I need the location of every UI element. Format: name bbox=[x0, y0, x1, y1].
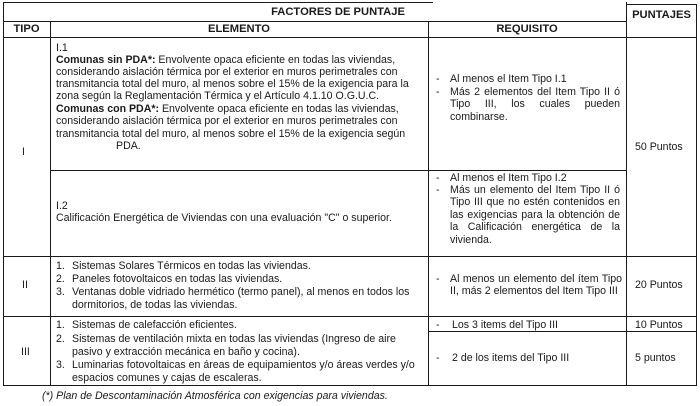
row-line-tipo3 bbox=[3, 316, 697, 317]
tipo-iii-item-3-line1: Luminarias fotovoltaicas en áreas de equipamientos y/o áreas verdes y/o bbox=[72, 359, 415, 371]
tipo-iii-item-2-line1: Sistemas de ventilación mixta en todas las viviendas (Ingreso de aire bbox=[72, 333, 396, 345]
header-factores-de-puntaje: FACTORES DE PUNTAJE bbox=[271, 6, 405, 18]
tipo-iii-puntos-a: 10 Puntos bbox=[635, 319, 683, 331]
req-i2-item-1: Al menos el Item Tipo I.2 bbox=[450, 172, 567, 184]
req-i2-dash-1: - bbox=[436, 172, 440, 184]
item-i1-line5 bbox=[56, 103, 399, 115]
tipo-label-ii: II bbox=[22, 279, 28, 291]
tipo-iii-puntos-b: 5 puntos bbox=[635, 352, 676, 364]
header-requisito: REQUISITO bbox=[496, 23, 558, 35]
tipo-i-puntos: 50 Puntos bbox=[635, 141, 683, 153]
tipo-iii-item-2-num: 2. bbox=[56, 333, 65, 345]
header-line-factores bbox=[3, 21, 626, 22]
tipo-iii-item-1: Sistemas de calefacción eficientes. bbox=[72, 319, 237, 331]
req-iii-b-text: 2 de los items del Tipo III bbox=[452, 352, 570, 364]
req-i1-item-1: Al menos el Item Tipo I.1 bbox=[450, 73, 567, 85]
req-iii-b-dash: - bbox=[436, 352, 440, 364]
item-i1-line4: zona según la Reglamentación Térmica y el Artículo 4.1.10 O.G.U.C. bbox=[56, 90, 380, 102]
header-elemento: ELEMENTO bbox=[208, 23, 270, 35]
table-border-right bbox=[696, 4, 697, 386]
req-ii-dash: - bbox=[436, 273, 440, 285]
item-i1-line7: transmitancia total del muro, al menos sobre el 15% de la exigencia según bbox=[56, 128, 406, 140]
tipo-ii-puntos: 20 Puntos bbox=[635, 279, 683, 291]
tipo-iii-item-2-line2: pasivo y extracción mecánica en baño y cocina). bbox=[72, 346, 300, 358]
comunas-sin-pda-label: Comunas sin PDA*: bbox=[56, 54, 156, 66]
req-i2-dash-2: - bbox=[436, 184, 440, 196]
item-i1-line1: Envolvente opaca eficiente en todas las viviendas, bbox=[155, 54, 396, 66]
tipo-ii-item-2-num: 2. bbox=[56, 273, 65, 285]
header-tipo: TIPO bbox=[13, 23, 40, 35]
header-line-bottom bbox=[3, 37, 697, 38]
row-line-i1-i2 bbox=[50, 170, 626, 171]
col-line-requisito bbox=[626, 2, 627, 386]
table-border-top-right bbox=[626, 4, 697, 5]
row-line-tipo2 bbox=[3, 256, 697, 257]
item-i1-code: I.1 bbox=[56, 42, 68, 54]
item-i1-line8: PDA. bbox=[116, 140, 141, 152]
item-i1-line3: transmitancia total del muro, al menos sobre el 15% de la exigencia para la bbox=[56, 78, 409, 90]
tipo-ii-item-1-num: 1. bbox=[56, 260, 65, 272]
footnote: (*) Plan de Descontaminación Atmosférica con exigencias para viviendas. bbox=[42, 390, 388, 402]
table-border-bottom bbox=[3, 385, 697, 386]
tipo-iii-item-3-num: 3. bbox=[56, 359, 65, 371]
req-i1-item-2: Más 2 elementos del Item Tipo II ó Tipo III, los cuales pueden combinarse. bbox=[450, 86, 620, 123]
req-i2-item-2: Más un elemento del Item Tipo II ó Tipo III que no estén contenidos en las exigencias para la obtención de la Calificación energética de la vivienda. bbox=[450, 184, 620, 246]
req-ii-text: Al menos un elemento del ítem Tipo II, más 2 elementos del Item Tipo III bbox=[450, 273, 622, 298]
item-i1-text bbox=[56, 54, 395, 66]
tipo-ii-item-3-line1: Ventanas doble vidriado hermético (termo panel), al menos en todos los bbox=[72, 286, 410, 298]
req-i1-dash-1: - bbox=[436, 73, 440, 85]
header-puntajes: PUNTAJES bbox=[632, 9, 691, 21]
req-i1-dash-2: - bbox=[436, 86, 440, 98]
tipo-ii-item-3-line2: dormitorios, de todas las viviendas. bbox=[72, 299, 238, 311]
table-border-top bbox=[3, 2, 433, 3]
req-iii-a-dash: - bbox=[436, 319, 440, 331]
tipo-ii-item-1: Sistemas Solares Térmicos en todas las viviendas. bbox=[72, 260, 311, 272]
item-i1-line6: considerando aislación térmica por el exterior en muros perimetrales con bbox=[56, 115, 398, 127]
item-i1-line2: considerando aislación térmica por el exterior en muros perimetrales con bbox=[56, 66, 398, 78]
item-i1-line5-rest: Envolvente opaca eficiente en todas las viviendas, bbox=[159, 103, 399, 115]
tipo-iii-item-3-line2: espacios comunes y cajas de escaleras. bbox=[72, 372, 262, 384]
tipo-label-iii: III bbox=[21, 346, 30, 358]
item-i2-text: Calificación Energética de Viviendas con una evaluación "C" o superior. bbox=[56, 212, 392, 224]
req-iii-a-text: Los 3 items del Tipo III bbox=[452, 319, 558, 331]
table-border-left bbox=[3, 2, 4, 386]
item-i2-code: I.2 bbox=[56, 200, 68, 212]
tipo-label-i: I bbox=[22, 146, 25, 158]
tipo-ii-item-3-num: 3. bbox=[56, 286, 65, 298]
comunas-con-pda-label: Comunas con PDA*: bbox=[56, 103, 160, 115]
tipo-iii-item-1-num: 1. bbox=[56, 319, 65, 331]
col-line-tipo bbox=[50, 21, 51, 386]
tipo-ii-item-2: Paneles fotovoltaicos en todas las viviendas. bbox=[72, 273, 283, 285]
